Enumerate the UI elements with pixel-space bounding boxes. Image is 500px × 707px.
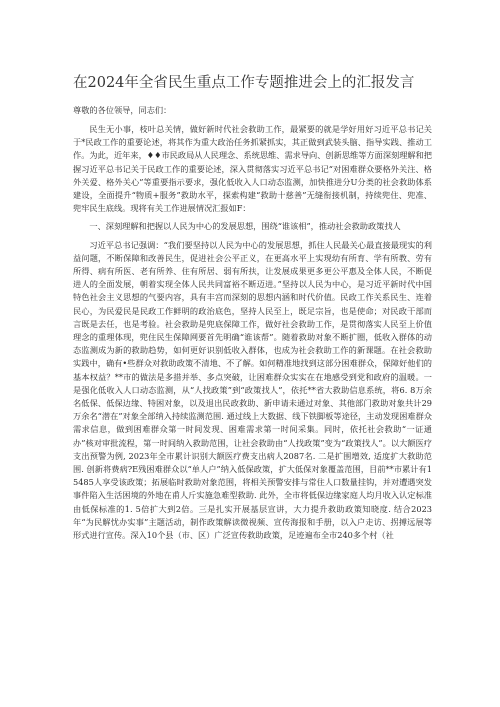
paragraph-intro: 民生无小事，枝叶总关情，做好新时代社会救助工作，最紧要的就是学好用好习近平总书记关于*民政工作的重要论述，将其作为重大政治任务抓紧抓实，其正做到武装头脑、指导实践、推动工作。为此，近年来，♦♦市民政局从人民理念、系统思维、需求导向、创新思维等方面深刻理解和把握习近平总书记关于民政工作的重要论述，深入贯彻落实习近平总书记“对困难群众要格外关注、格外关爱、格外关心”等重要指示要求，强化低收入人口动态监测，加快推进分U分类的社会救助体系建设，全面提升“物质+服务”救助水平，探索构建“救助十慈善”无缝衔接机制，持续兜住、兜准、兜牢民生底线。现将有关工作进展情况汇报如F： (73, 124, 432, 214)
document-title: 在2024年全省民生重点工作专题推进会上的汇报发言 (73, 75, 415, 91)
section-heading-1: 一、深刻理解和把握以人民为中心的发展思想，围绕“谁该相”，推动社会救助政策找人 (89, 221, 401, 232)
greeting: 尊敬的各位领导，同志们： (73, 105, 172, 115)
paragraph-section-1: 习近平总书记强调：“我们要坚持以人民为中心的发展思想，抓住人民最关心最直接最现实的利益问题，不断保障和改善民生，促进社会公平正义，在更高水平上实现幼有所育、学有所教、劳有所得、病有所医、老有所养、住有所居、弱有所扶，让发展成果更多更公平惠及全体人民，不断促进人的全面发展，朝着实现全体人民共同富裕不断迈进。”坚持以人民为中心，是习近平新时代中国特色社会主义思想的气要内容，具有丰宫而深刻的思想内涵和时代价值。民政工作关系民生、连着民心，为民爱民是民政工作鲜明的政治底色，坚持人民至上，既足宗旨，也是使命；对民政干部而言既是去任，也是考验。社会救助是兜底保障工作，做好社会救助工作，是贯彻落实人民至上价值理念的重理体现，兜住民生保障网要首先明确“谁该帮”。随着救助对象不断扩圈，低收入群体的动态监测成为新的救助趋势，如何更好识别低收入群体，也成为社会救助工作的新课题。在社会救助实践中，确有•些群众对救助政策不清地、不了解。如何精准地找到这部分困难群众，保障好他们的基本权益？**市的做法是多措并举、多点突破，让困难群众实实在在地感受到党和政府的温暖。一是强化低收入人口动态监测，从“人找政策”到“政策找人”，依托**省大救助信息系统，将6. 8万余名低保、低保边缘、特困对象，以及退出民政救助、新申请未通过对象、其他部门救助对象共计29万余名“潜在”对象全部纳入持续监测范围. 通过线上大数据、线下铁脚板等途径，主动发现困难群众需求信息，做到困难群众第一时间发现、困难需求第一时间采集。同时，依托社会救助“一证通办”核对审批流程，第一时间纳入救助范围，让社会救助由“人找政策”变为“政策找人”。以大额医疗支出预警为例, 2023年全市累计识别大额医疗费支出病人2087名. 二是扩围增效, 适度扩大救助范围. 创新将费病?E残困难群众以“单人户”纳入低保政策，扩大低保对象覆盖范围，目前**市累计有15485人享受该政策；拓展临时救助对象范围，将相关预警安排与常住人口数量挂钩，并对遭遇突发事件陷入生活困境的外地在甫人斤实施急难型救助. 此外，全市将低保边缘家庭人均月收入认定标准由低保标准的1. 5倍扩大到2倍。三是扎实开展基层宣讲，大力提升救助政策知晓度. 结合2023年“为民解忧办实事”主题活动，制作政策解读微视频、宣传海报和手册，以入户走访、拐搏远展等形式进行宣传。深入10个县（市、区）广泛宣传救助政策，足迹遍布全市240多个村（社 (73, 239, 432, 541)
